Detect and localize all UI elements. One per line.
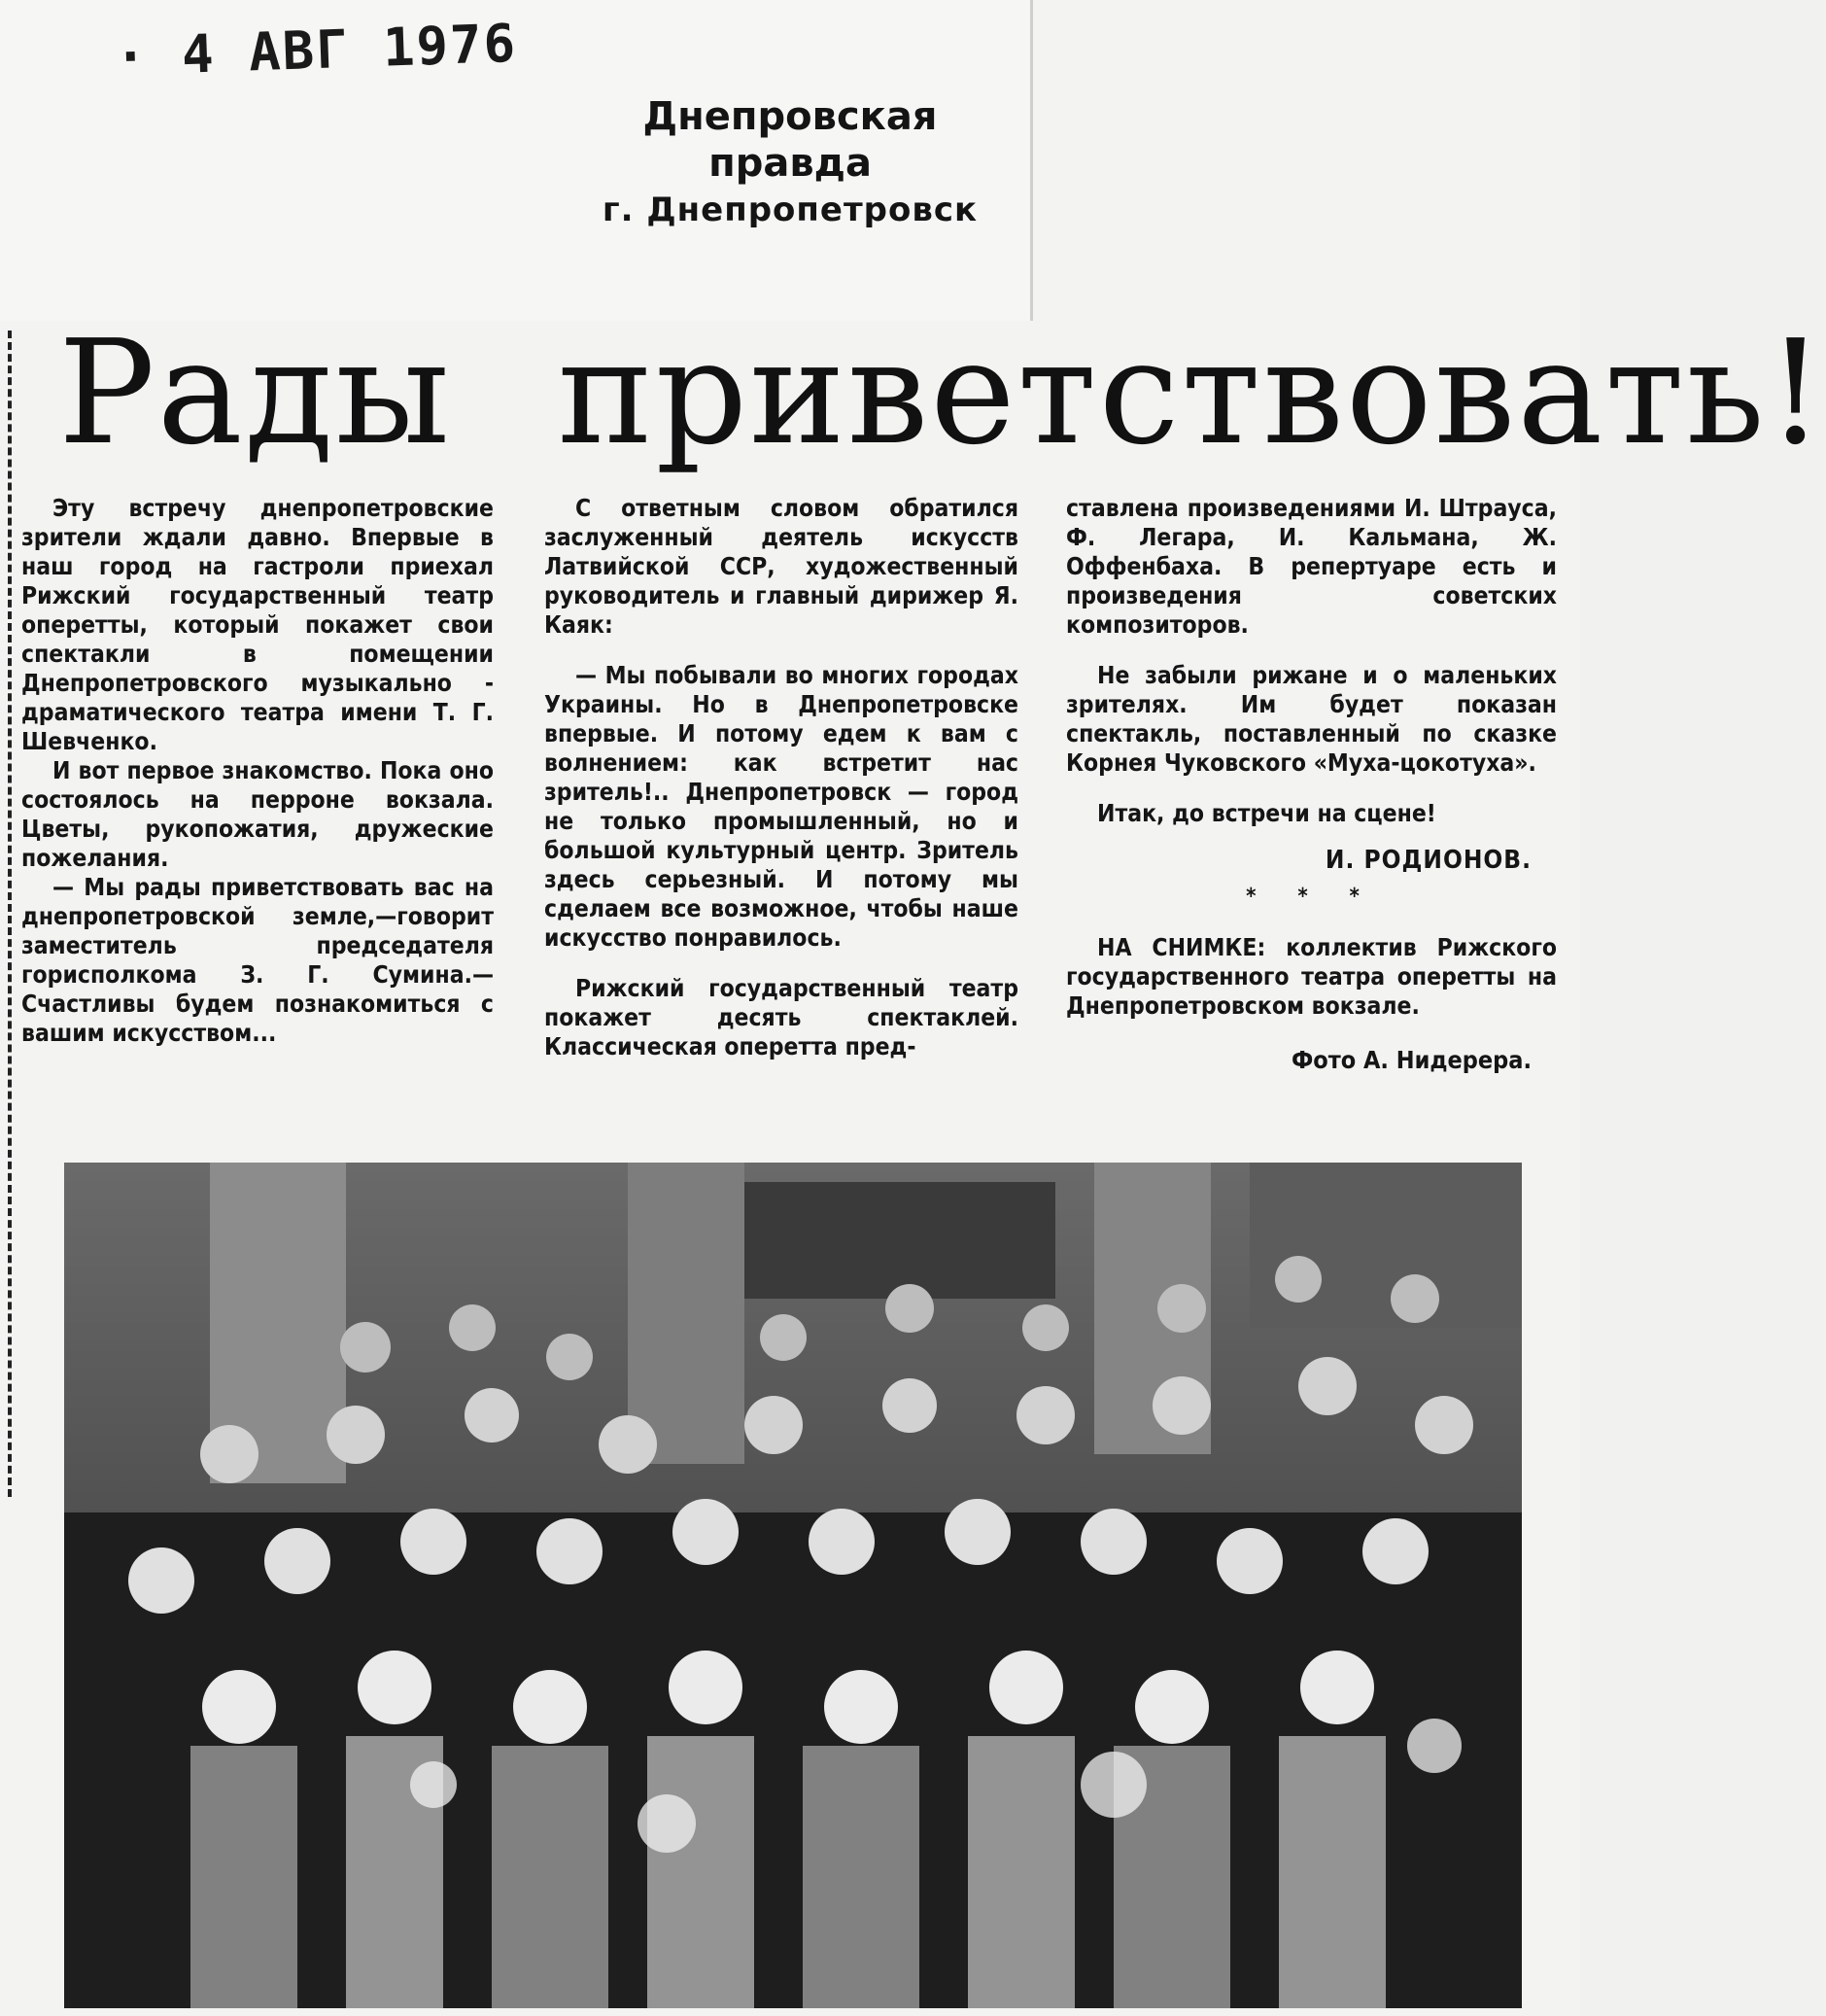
clipping-header-strip	[0, 0, 1033, 321]
source-label	[562, 93, 1018, 233]
group-photo-illustration	[64, 1163, 1522, 2008]
date-stamp: · 4 АВГ 1976	[114, 12, 519, 88]
cut-line	[8, 330, 12, 1497]
paragraph: Не забыли рижане и о маленьких зрителях. Им будет показан спектакль, поставленный по сказке Корнея Чуковского «Муха-цокотуха».	[1066, 661, 1557, 777]
author-signature: И. РОДИОНОВ.	[1325, 846, 1532, 875]
article-headline: Рады приветствовать!	[58, 309, 1826, 476]
paragraph: — Мы рады приветствовать вас на днепропетровской земле,—говорит заместитель председателя горисполкома З. Г. Сумина.—Счастливы будем познакомиться с вашим искусством...	[21, 873, 494, 1047]
photo-caption	[1066, 933, 1557, 1021]
paragraph: Эту встречу днепропетровские зрители ждали давно. Впервые в наш город на гастроли приехал Рижский государственный театр оперетты, который покажет свои спектакли в помещении Днепропетровского музыкально - драматического театра имени Т. Г. Шевченко.	[21, 494, 494, 755]
caption-label: НА СНИМКЕ:	[1097, 933, 1266, 961]
paragraph: — Мы побывали во многих городах Украины. Но в Днепропетровске впервые. И потому едем к вам с волнением: как встретит нас зритель!.. Днепропетровск — город не только промышленный, но и большой культурный центр. Зритель здесь серьезный. И потому мы сделаем все возможное, чтобы наше искусство понравилось.	[544, 661, 1018, 952]
paragraph: Рижский государственный театр покажет десять спектаклей. Классическая оперетта пред-	[544, 974, 1018, 1060]
newspaper-name: Днепровская правда	[642, 94, 938, 186]
article-column-1	[21, 494, 494, 1048]
paragraph: И вот первое знакомство. Пока оно состоялось на перроне вокзала. Цветы, рукопожатия, дружеские пожелания.	[21, 756, 494, 872]
paragraph: Итак, до встречи на сцене!	[1097, 799, 1436, 827]
article-column-3	[1066, 494, 1557, 1075]
article-column-2	[544, 494, 1018, 1061]
photo-credit: Фото А. Нидерера.	[1291, 1046, 1532, 1074]
group-photo	[64, 1163, 1522, 2008]
caption-text: коллектив Рижского государственного театра оперетты на Днепропетровском вокзале.	[1066, 933, 1557, 1020]
separator-stars: * * *	[1246, 885, 1377, 909]
paragraph: ставлена произведениями И. Штрауса, Ф. Легара, И. Кальмана, Ж. Оффенбаха. В репертуаре есть и произведения советских композиторов.	[1066, 494, 1557, 639]
paragraph: С ответным словом обратился заслуженный деятель искусств Латвийской ССР, художественный руководитель и главный дирижер Я. Каяк:	[544, 494, 1018, 639]
newspaper-city: г. Днепропетровск	[602, 191, 979, 229]
